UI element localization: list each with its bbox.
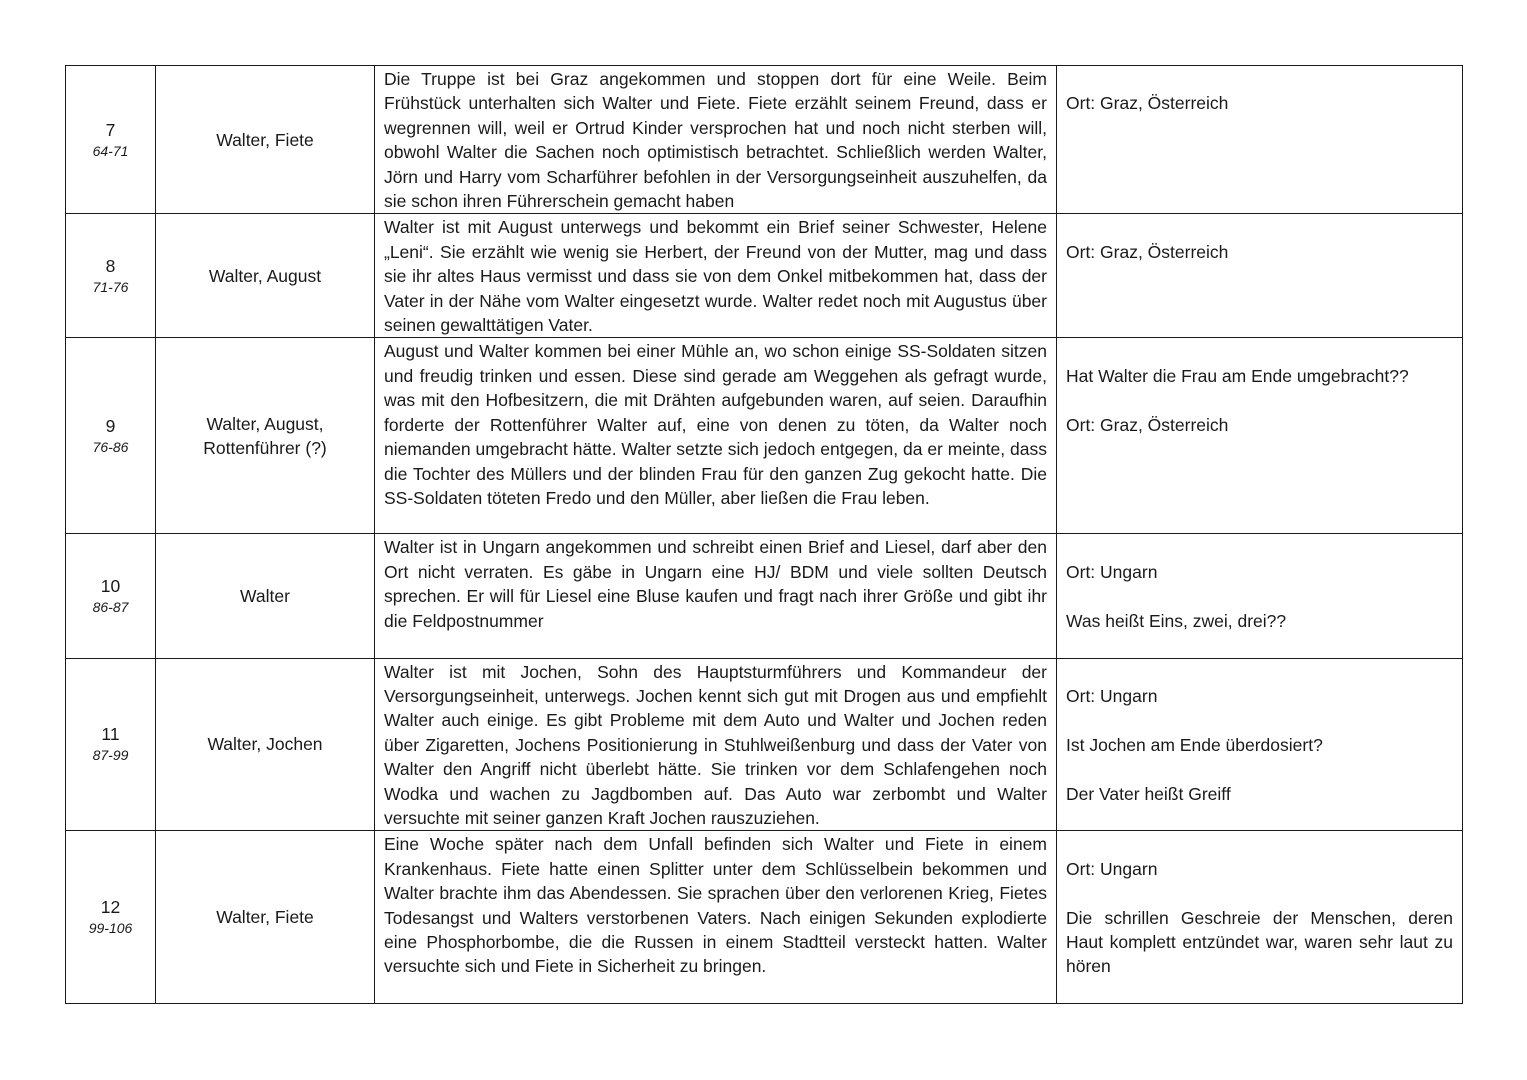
characters-text: Walter, Fiete (216, 129, 314, 150)
chapter-number: 10 (100, 575, 121, 596)
table-row (66, 338, 1463, 534)
content-cell (375, 338, 1057, 534)
note-line: Ist Jochen am Ende überdosiert? (1066, 734, 1323, 755)
content-text: Die Truppe ist bei Graz angekommen und stoppen dort für eine Weile. Beim Frühstück unterhalten sich Walter und Fiete. Fiete erzählt seinem Freund, dass er wegrennen will, weil er Ortrud Kinder versprochen hat und noch nicht sterben will, obwohl Walter die Sachen noch optimistisch betrachtet. Schließlich werden Walter, Jörn und Harry vom Scharführer befohlen in der Versorgungseinheit auszuhelfen, da sie schon ihren Führerschein gemacht haben (384, 69, 1047, 212)
content-cell (375, 831, 1057, 1004)
characters-text: Walter, August (208, 265, 322, 286)
notes-text (1057, 66, 1462, 140)
characters-text: Walter (240, 585, 290, 606)
chapter-cell (66, 214, 156, 338)
note-line: Ort: Graz, Österreich (1066, 241, 1229, 262)
chapter-cell (66, 831, 156, 1004)
content-text: Eine Woche später nach dem Unfall befinden sich Walter und Fiete in einem Krankenhaus. Fiete hatte einen Splitter unter dem Schlüsselbein bekommen und Walter brachte ihm das Abendessen. Sie sprachen über den verlorenen Krieg, Fietes Todesangst und Walters verstorbenen Vaters. Nach einigen Sekunden explodierte eine Phosphorbombe, die die Russen in einem Stadtteil versteckt hatten. Walter versuchte sich und Fiete in Sicherheit zu bringen. (384, 834, 1047, 977)
notes-text (1057, 659, 1462, 831)
content-text: Walter ist in Ungarn angekommen und schreibt einen Brief and Liesel, darf aber den Ort nicht verraten. Es gäbe in Ungarn eine HJ/ BDM und viele sollten Deutsch sprechen. Er will für Liesel eine Bluse kaufen und fragt nach ihrer Größe und gibt ihr die Feldpostnummer (384, 537, 1047, 631)
notes-text (1057, 338, 1462, 461)
note-line: Ort: Graz, Österreich (1066, 93, 1229, 114)
notes-cell (1057, 66, 1463, 214)
content-cell (375, 658, 1057, 831)
notes-cell (1057, 831, 1463, 1004)
note-line: Der Vater heißt Greiff (1066, 783, 1231, 804)
characters-cell (156, 214, 375, 338)
notes-cell (1057, 534, 1463, 658)
table-row (66, 534, 1463, 658)
content-cell (375, 66, 1057, 214)
notes-cell (1057, 658, 1463, 831)
chapter-number: 9 (105, 415, 116, 436)
table-row (66, 831, 1463, 1004)
notes-text (1057, 534, 1462, 657)
content-text: Walter ist mit Jochen, Sohn des Hauptsturmführers und Kommandeur der Versorgungseinheit, unterwegs. Jochen kennt sich gut mit Drogen aus und empfiehlt Walter auch einige. Es gibt Probleme mit dem Auto und Walter und Jochen reden über Zigaretten, Jochens Positionierung in Stuhlweißenburg und dass der Vater von Walter den Angriff nicht überlebt hätte. Sie trinken vor dem Schlafengehen noch Wodka und wachen zu Jagdbomben auf. Das Auto war zerbombt und Walter versuchte mit seiner ganzen Kraft Jochen rauszuziehen. (384, 661, 1047, 828)
note-line: Ort: Ungarn (1066, 685, 1158, 706)
note-line: Was heißt Eins, zwei, drei?? (1066, 610, 1287, 631)
page-range: 87-99 (92, 747, 129, 764)
characters-text: Walter, Jochen (207, 734, 323, 755)
content-cell (375, 214, 1057, 338)
characters-text: Walter, August, Rottenführer (?) (203, 413, 327, 458)
notes-text (1057, 214, 1462, 288)
content-cell (375, 534, 1057, 658)
table-row (66, 214, 1463, 338)
chapter-number: 11 (101, 724, 120, 745)
characters-cell (156, 658, 375, 831)
chapter-cell (66, 66, 156, 214)
characters-cell (156, 534, 375, 658)
chapter-number: 8 (105, 255, 116, 276)
chapter-number: 12 (100, 897, 121, 918)
chapter-cell (66, 338, 156, 534)
content-text: Walter ist mit August unterwegs und bekommt ein Brief seiner Schwester, Helene „Leni“. Sie erzählt wie wenig sie Herbert, der Freund von der Mutter, mag und dass sie ihr altes Haus vermisst und dass sie von dem Onkel mitbekommen hat, dass der Vater in der Nähe vom Walter eingesetzt wurde. Walter redet noch mit Augustus über seinen gewalttätigen Vater. (384, 217, 1047, 336)
notes-cell (1057, 338, 1463, 534)
note-line: Ort: Graz, Österreich (1066, 414, 1229, 435)
characters-cell (156, 66, 375, 214)
notes-text (1057, 831, 1462, 1003)
chapter-cell (66, 534, 156, 658)
page-range: 71-76 (92, 278, 129, 295)
notes-cell (1057, 214, 1463, 338)
note-line: Ort: Ungarn (1066, 561, 1158, 582)
page-range: 76-86 (92, 438, 129, 455)
content-text: August und Walter kommen bei einer Mühle an, wo schon einige SS-Soldaten sitzen und freudig trinken und essen. Diese sind gerade am Weggehen als gefragt wurde, was mit den Hofbesitzern, die mit Drähten aufgebunden waren, auf seien. Daraufhin forderte der Rottenführer Walter auf, eine von denen zu töten, da Walter noch niemanden umgebracht hätte. Walter setzte sich jedoch entgegen, da er meinte, dass die Tochter des Müllers und der blinden Frau für den ganzen Zug gekocht hatte. Die SS-Soldaten töteten Fredo und den Müller, aber ließen die Frau leben. (384, 341, 1047, 508)
chapter-summary-table (65, 65, 1463, 1004)
characters-cell (156, 338, 375, 534)
note-line: Hat Walter die Frau am Ende umgebracht?? (1066, 365, 1409, 386)
page-range: 64-71 (92, 142, 129, 159)
chapter-cell (66, 658, 156, 831)
table-row (66, 658, 1463, 831)
characters-text: Walter, Fiete (216, 907, 314, 928)
note-line: Ort: Ungarn (1066, 858, 1158, 879)
page-range: 86-87 (92, 598, 129, 615)
chapter-number: 7 (105, 119, 116, 140)
page-range: 99-106 (88, 920, 133, 937)
table-row (66, 66, 1463, 214)
characters-cell (156, 831, 375, 1004)
note-line: Die schrillen Geschreie der Menschen, deren Haut komplett entzündet war, waren sehr laut zu hören (1066, 907, 1453, 977)
